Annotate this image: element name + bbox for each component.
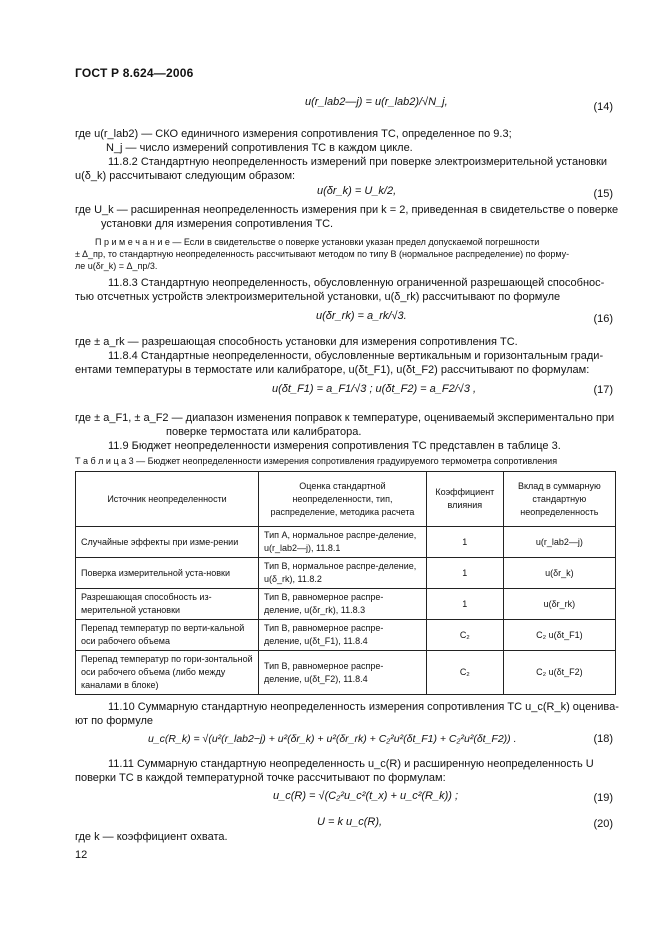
table-cell: C₂ u(δt_F2) — [503, 651, 615, 695]
table-header-coefficient: Коэффициент влияния — [426, 472, 503, 527]
table-row — [76, 620, 616, 651]
text-p14a: где u(r_lab2) — СКО единичного измерения сопротивления ТС, определенное по 9.3; — [75, 128, 512, 140]
formula-16: u(δr_rk) = a_rk/√3. — [316, 310, 407, 322]
table-cell: 1 — [426, 589, 503, 620]
text-11-10a: 11.10 Суммарную стандартную неопределенность измерения сопротивления ТС u_c(R_k) оценива- — [108, 701, 619, 713]
text-11-8-3b: тью отсчетных устройств электроизмерительной установки, u(δ_rk) рассчитывают по формуле — [75, 291, 561, 303]
text-p17b: поверке термостата или калибратора. — [166, 426, 362, 438]
note-line-a: П р и м е ч а н и е — Если в свидетельстве о поверке установки указан предел допускаемой погрешности — [95, 237, 540, 247]
table-cell: u(r_lab2—j) — [503, 527, 615, 558]
table-cell: u(δr_k) — [503, 558, 615, 589]
text-11-10b: ют по формуле — [75, 715, 153, 727]
text-11-8-2a: 11.8.2 Стандартную неопределенность измерений при поверке электроизмерительной установки — [108, 156, 608, 168]
formula-18-number: (18) — [593, 733, 613, 745]
text-11-8-2b: u(δ_k) рассчитывают следующим образом: — [75, 170, 296, 182]
text-p17a: где ± a_F1, ± a_F2 — диапазон изменения поправок к температуре, оцениваемый экспериментально при — [75, 412, 615, 424]
text-11-8-4a: 11.8.4 Стандартные неопределенности, обусловленные вертикальным и горизонтальным гради- — [108, 350, 604, 362]
formula-15: u(δr_k) = U_k/2, — [317, 185, 397, 197]
formula-14-number: (14) — [593, 101, 613, 113]
table-cell: 1 — [426, 558, 503, 589]
text-11-11b: поверки ТС в каждой температурной точке рассчитывают по формулам: — [75, 772, 446, 784]
table-cell: C₂ — [426, 651, 503, 695]
table-header-estimate: Оценка стандартной неопределенности, тип, распределение, методика расчета — [259, 472, 427, 527]
text-11-9: 11.9 Бюджет неопределенности измерения сопротивления ТС представлен в таблице 3. — [108, 440, 561, 452]
table-header-source: Источник неопределенности — [76, 472, 259, 527]
table-row — [76, 589, 616, 620]
table-cell: C₂ u(δt_F1) — [503, 620, 615, 651]
note-line-b: ± Δ_пр, то стандартную неопределенность рассчитывают методом по типу В (нормальное распределение) по форму- — [75, 249, 570, 259]
text-p15a: где U_k — расширенная неопределенность измерения при k = 2, приведенная в свидетельстве о поверке — [75, 204, 619, 216]
table-cell: Перепад температур по верти-кальной оси рабочего объема — [76, 620, 259, 651]
table-cell: C₂ — [426, 620, 503, 651]
text-p14b: N_j — число измерений сопротивления ТС в каждом цикле. — [106, 142, 413, 154]
uncertainty-budget-table — [75, 471, 616, 695]
note-line-c: ле u(δr_k) = Δ_пр/3. — [75, 261, 158, 271]
table-row — [76, 558, 616, 589]
text-p16: где ± a_rk — разрешающая способность установки для измерения сопротивления ТС. — [75, 336, 518, 348]
formula-14: u(r_lab2—j) = u(r_lab2)/√N_j, — [305, 96, 448, 108]
formula-15-number: (15) — [593, 188, 613, 200]
table-cell: Тип В, равномерное распре-деление, u(δt_F2), 11.8.4 — [259, 651, 427, 695]
table-row — [76, 527, 616, 558]
table-cell: 1 — [426, 527, 503, 558]
page-number: 12 — [75, 849, 88, 861]
text-11-11a: 11.11 Суммарную стандартную неопределенность u_c(R) и расширенную неопределенность U — [108, 758, 594, 770]
table-cell: Разрешающая способность из-мерительной установки — [76, 589, 259, 620]
formula-17: u(δt_F1) = a_F1/√3 ; u(δt_F2) = a_F2/√3 , — [272, 383, 477, 395]
table-3-caption: Т а б л и ц а 3 — Бюджет неопределенности измерения сопротивления градуируемого термометра сопротивления — [75, 456, 558, 466]
text-p15b: установки для измерения сопротивления ТС. — [101, 218, 334, 230]
formula-20: U = k u_c(R), — [317, 816, 383, 828]
table-cell: Тип В, равномерное распре-деление, u(δt_F1), 11.8.4 — [259, 620, 427, 651]
table-cell: Случайные эффекты при изме-рении — [76, 527, 259, 558]
formula-20-number: (20) — [593, 818, 613, 830]
table-cell: u(δr_rk) — [503, 589, 615, 620]
formula-18: u_c(R_k) = √(u²(r_lab2−j) + u²(δr_k) + u²(δr_rk) + C₂²u²(δt_F1) + C₂²u²(δt_F2)) . — [148, 733, 517, 745]
text-11-8-4b: ентами температуры в термостате или калибраторе, u(δt_F1), u(δt_F2) рассчитывают по формулам: — [75, 364, 590, 376]
document-header: ГОСТ Р 8.624—2006 — [75, 66, 194, 80]
table-cell: Тип В, нормальное распре-деление, u(δ_rk), 11.8.2 — [259, 558, 427, 589]
formula-19-number: (19) — [593, 792, 613, 804]
table-cell: Тип В, равномерное распре-деление, u(δr_rk), 11.8.3 — [259, 589, 427, 620]
table-row — [76, 651, 616, 695]
formula-16-number: (16) — [593, 313, 613, 325]
text-p20: где k — коэффициент охвата. — [75, 831, 228, 843]
formula-19: u_c(R) = √(C₂²u_c²(t_x) + u_c²(R_k)) ; — [273, 790, 459, 802]
table-cell: Тип А, нормальное распре-деление, u(r_lab2—j), 11.8.1 — [259, 527, 427, 558]
text-11-8-3a: 11.8.3 Стандартную неопределенность, обусловленную ограниченной разрешающей способнос- — [108, 277, 605, 289]
table-cell: Перепад температур по гори-зонтальной оси рабочего объема (либо между каналами в блоке) — [76, 651, 259, 695]
formula-17-number: (17) — [593, 384, 613, 396]
table-cell: Поверка измерительной уста-новки — [76, 558, 259, 589]
table-header-contribution: Вклад в суммарную стандартную неопределенность — [503, 472, 615, 527]
